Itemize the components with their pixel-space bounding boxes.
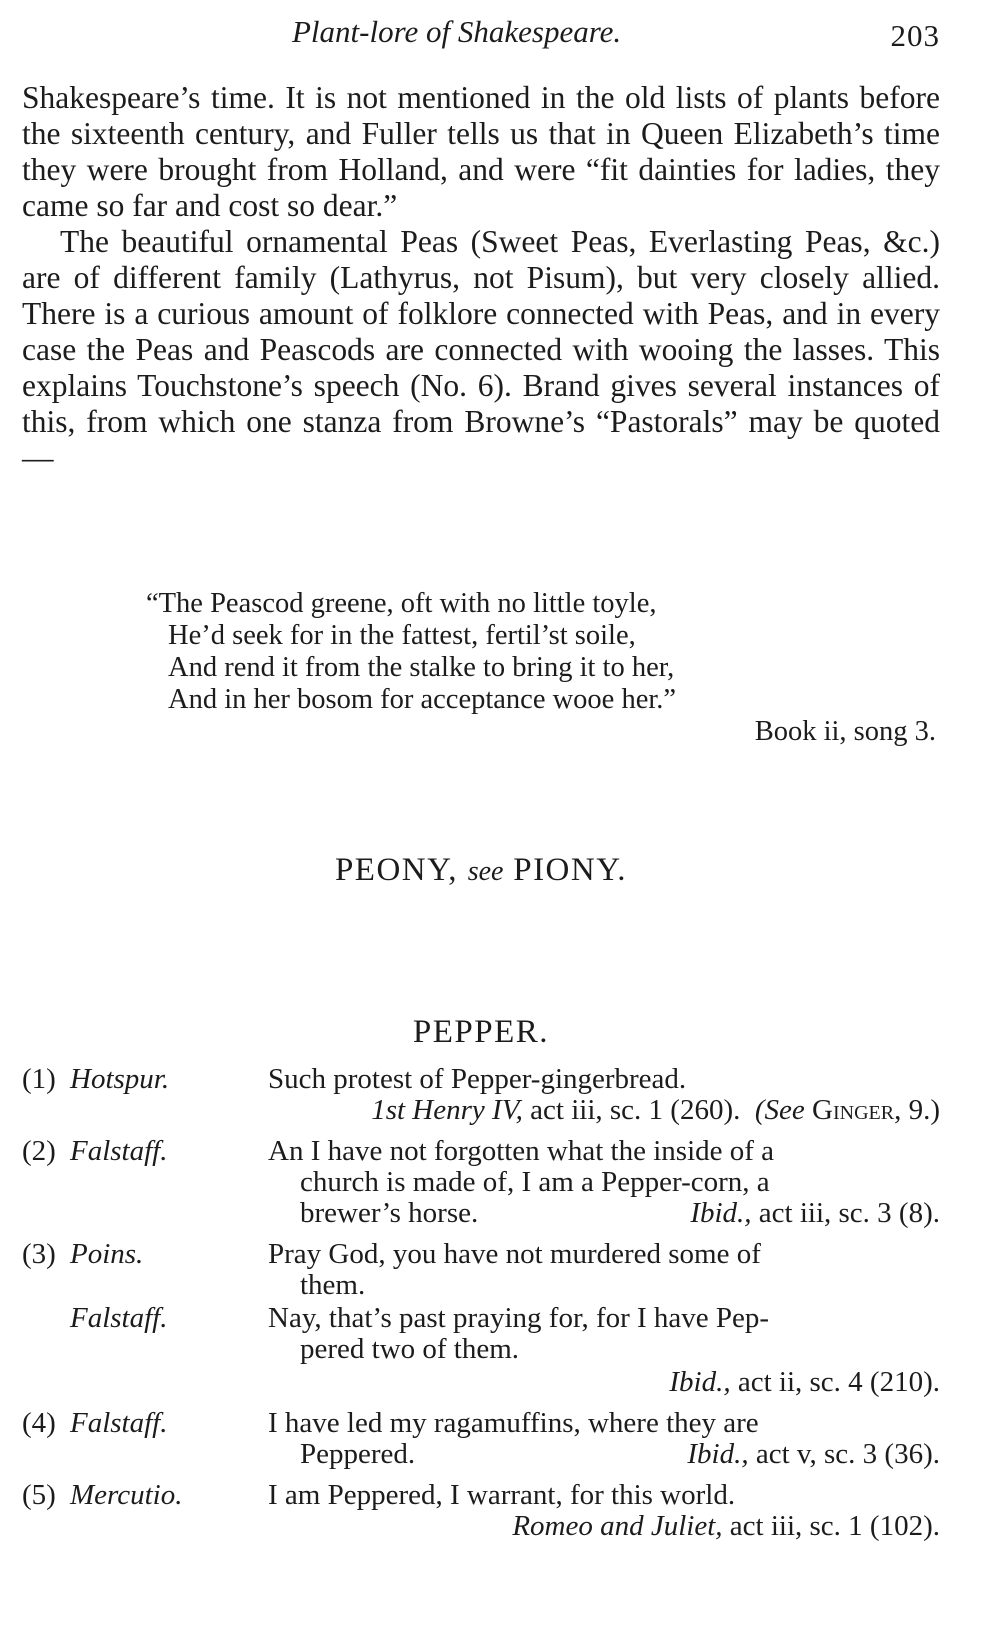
ref-location: act ii, sc. 4 (210). bbox=[737, 1366, 940, 1398]
speech-line: Pray God, you have not murdered some of bbox=[268, 1238, 761, 1270]
heading-pepper: PEPPER. bbox=[412, 1014, 550, 1050]
running-head bbox=[22, 14, 940, 54]
speech-line: church is made of, I am a Pepper-corn, a bbox=[300, 1166, 770, 1198]
speaker-name: Falstaff. bbox=[70, 1302, 168, 1334]
speech-last-line: brewer’s horse. bbox=[300, 1197, 479, 1229]
heading-peony bbox=[22, 852, 940, 889]
speech-line: pered two of them. bbox=[300, 1333, 520, 1365]
play-reference bbox=[22, 1095, 940, 1126]
speech-text bbox=[268, 1303, 940, 1365]
verse-source: Book ii, song 3. bbox=[754, 716, 936, 747]
heading-peony-target: PIONY. bbox=[513, 852, 628, 888]
speech-line bbox=[268, 1439, 940, 1470]
ref-play: Ibid., bbox=[690, 1197, 752, 1229]
speaker-name: Falstaff. bbox=[70, 1135, 168, 1167]
speech-line: An I have not forgotten what the inside of a bbox=[268, 1135, 775, 1167]
running-title: Plant-lore of Shakespeare. bbox=[292, 14, 622, 49]
entry-number: (2) bbox=[22, 1135, 56, 1167]
quotation-list bbox=[22, 1064, 940, 1552]
paragraph-continued: Shakespeare’s time. It is not mentioned in the old lists of plants before the sixteenth century, and Fuller tells us that in Queen Elizabeth’s time they were brought from Holland, and were “fit dainties for ladies, they came so far and cost so dear.” bbox=[22, 80, 940, 223]
verse-line: And rend it from the stalke to bring it to her, bbox=[168, 652, 675, 683]
speaker-name: Poins. bbox=[70, 1238, 144, 1270]
ref-location: act iii, sc. 1 (260). bbox=[530, 1094, 741, 1126]
verse-quotation bbox=[146, 588, 936, 748]
quotation-entry bbox=[22, 1064, 940, 1126]
entry-number: (1) bbox=[22, 1063, 56, 1095]
speech-text: Such protest of Pepper-gingerbread. bbox=[268, 1063, 687, 1095]
quotation-entry bbox=[22, 1408, 940, 1470]
heading-peony-name: PEONY, bbox=[334, 852, 458, 888]
quotation-entry bbox=[22, 1239, 940, 1398]
quotation-entry bbox=[22, 1480, 940, 1542]
verse-line: He’d seek for in the fattest, fertil’st soile, bbox=[168, 620, 636, 651]
heading-peony-see: see bbox=[467, 856, 504, 887]
play-reference bbox=[687, 1439, 940, 1470]
speech-text bbox=[268, 1239, 940, 1301]
speech-line bbox=[268, 1198, 940, 1229]
verse-line: And in her bosom for acceptance wooe her.” bbox=[168, 684, 677, 715]
ref-play: Ibid., bbox=[669, 1366, 731, 1398]
speech-text bbox=[268, 1408, 940, 1470]
play-reference bbox=[22, 1511, 940, 1542]
speech-text: I am Peppered, I warrant, for this world. bbox=[268, 1479, 736, 1511]
speech-text bbox=[268, 1136, 940, 1229]
ref-location: act iii, sc. 1 (102). bbox=[729, 1510, 940, 1542]
speaker-name: Falstaff. bbox=[70, 1407, 168, 1439]
body-text bbox=[22, 80, 940, 476]
paragraph-ornamental-peas: The beautiful ornamental Peas (Sweet Peas, Everlasting Peas, &c.) are of different family (Lathyrus, not Pisum), but very closely allied. There is a curious amount of folklore connected with Peas, and in every case the Peas and Peascods are connected with wooing the lasses. This explains Touchstone’s speech (No. 6). Brand gives several instances of this, from which one stanza from Browne’s “Pastorals” may be quoted— bbox=[22, 224, 940, 475]
speech-last-line: Peppered. bbox=[300, 1438, 416, 1470]
play-reference bbox=[690, 1198, 940, 1229]
ref-play: Ibid., bbox=[687, 1438, 749, 1470]
ref-location: act v, sc. 3 (36). bbox=[755, 1438, 940, 1470]
ref-see-target: Ginger, 9.) bbox=[812, 1094, 940, 1126]
speech-line: Nay, that’s past praying for, for I have Pep- bbox=[268, 1302, 770, 1334]
entry-number: (5) bbox=[22, 1479, 56, 1511]
verse-line: “The Peascod greene, oft with no little toyle, bbox=[146, 588, 657, 619]
play-reference bbox=[22, 1367, 940, 1398]
ref-see: (See bbox=[754, 1094, 805, 1126]
speech-line: them. bbox=[300, 1269, 366, 1301]
speaker-name: Hotspur. bbox=[70, 1063, 170, 1095]
entry-number: (3) bbox=[22, 1238, 56, 1270]
speech-line: I have led my ragamuffins, where they are bbox=[268, 1407, 759, 1439]
ref-play: Romeo and Juliet, bbox=[512, 1510, 723, 1542]
page-number: 203 bbox=[890, 18, 940, 53]
quotation-entry bbox=[22, 1136, 940, 1229]
ref-location: act iii, sc. 3 (8). bbox=[758, 1197, 940, 1229]
speaker-name: Mercutio. bbox=[70, 1479, 183, 1511]
ref-play: 1st Henry IV, bbox=[371, 1094, 523, 1126]
entry-number: (4) bbox=[22, 1407, 56, 1439]
